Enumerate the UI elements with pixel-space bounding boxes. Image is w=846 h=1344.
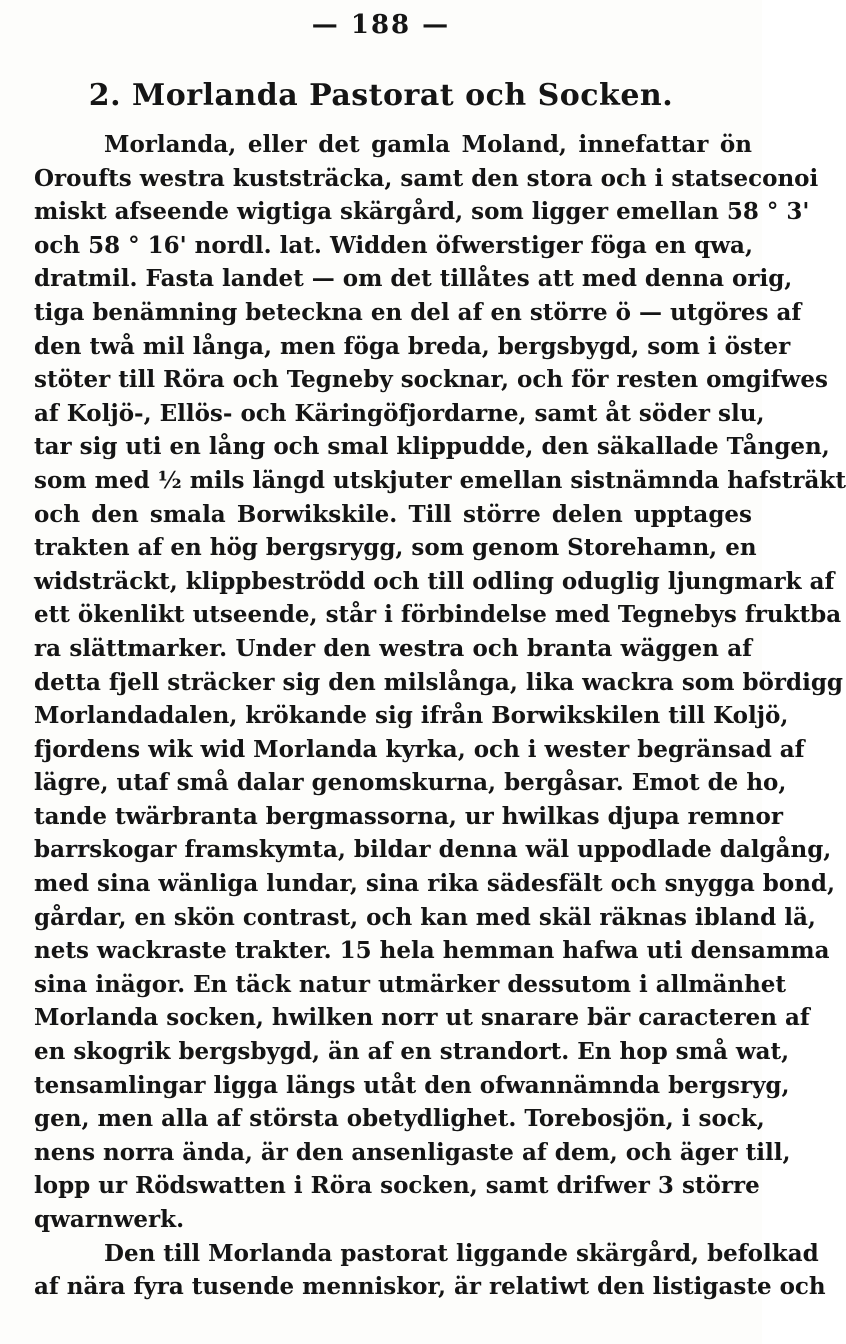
text-line: ett ökenlikt utseende, står i förbindelse med Tegnebys fruktba <box>34 601 842 629</box>
text-line: tar sig uti en lång och smal klippudde, den säkallade Tången, <box>34 433 830 461</box>
text-line: barrskogar framskymta, bildar denna wäl uppodlade dalgång, <box>34 836 832 864</box>
section-heading: 2. Morlanda Pastorat och Socken. <box>88 78 674 113</box>
text-line: och den smala Borwikskile. Till större delen upptages <box>34 500 752 528</box>
text-line: Morlanda socken, hwilken norr ut snarare bär caracteren af <box>34 1004 810 1032</box>
text-line: Oroufts westra kuststräcka, samt den stora och i statseconoi <box>34 164 819 192</box>
text-line: stöter till Röra och Tegneby socknar, och för resten omgifwes <box>34 366 828 394</box>
text-line: den twå mil långa, men föga breda, bergsbygd, som i öster <box>34 332 791 360</box>
body-text <box>34 128 846 1304</box>
text-line: widsträckt, klippbeströdd och till odling oduglig ljungmark af <box>34 567 835 595</box>
text-line: detta fjell sträcker sig den milslånga, lika wackra som bördigg <box>34 668 843 696</box>
text-line: dratmil. Fasta landet — om det tillåtes att med denna orig, <box>34 265 793 293</box>
text-line: af nära fyra tusende menniskor, är relatiwt den listigaste och <box>34 1273 826 1301</box>
text-line: nens norra ända, är den ansenligaste af dem, och äger till, <box>34 1138 791 1166</box>
text-line: Den till Morlanda pastorat liggande skärgård, befolkad <box>104 1239 819 1267</box>
text-line: med sina wänliga lundar, sina rika sädesfält och snygga bond, <box>34 870 836 898</box>
text-line: en skogrik bergsbygd, än af en strandort. En hop små wat, <box>34 1038 790 1066</box>
text-line: lopp ur Rödswatten i Röra socken, samt drifwer 3 större <box>34 1172 760 1200</box>
text-line: gen, men alla af största obetydlighet. Torebosjön, i sock, <box>34 1105 765 1133</box>
text-line: af Koljö-, Ellös- och Käringöfjordarne, samt åt söder slu, <box>34 399 765 427</box>
text-line: Morlanda, eller det gamla Moland, innefattar ön <box>104 131 752 158</box>
text-line: som med ½ mils längd utskjuter emellan sistnämnda hafsträkt <box>34 466 846 494</box>
text-line: lägre, utaf små dalar genomskurna, bergåsar. Emot de ho, <box>34 769 787 797</box>
text-line: nets wackraste trakter. 15 hela hemman hafwa uti densamma <box>34 937 830 965</box>
text-line: Morlandadalen, krökande sig ifrån Borwikskilen till Koljö, <box>34 702 789 730</box>
text-line: tiga benämning beteckna en del af en större ö — utgöres af <box>34 298 802 326</box>
text-line: fjordens wik wid Morlanda kyrka, och i wester begränsad af <box>34 735 805 763</box>
page-number: — 188 — <box>311 10 451 40</box>
text-line: qwarnwerk. <box>34 1206 185 1233</box>
text-line: sina inägor. En täck natur utmärker dessutom i allmänhet <box>34 970 787 998</box>
text-line: tensamlingar ligga längs utåt den ofwannämnda bergsryg, <box>34 1071 790 1099</box>
text-line: ra slättmarker. Under den westra och branta wäggen af <box>34 634 752 662</box>
text-line: tande twärbranta bergmassorna, ur hwilkas djupa remnor <box>34 802 783 830</box>
text-line: och 58 ° 16' nordl. lat. Widden öfwerstiger föga en qwa, <box>34 231 753 259</box>
text-line: gårdar, en skön contrast, och kan med skäl räknas ibland lä, <box>34 903 816 931</box>
text-line: miskt afseende wigtiga skärgård, som ligger emellan 58 ° 3' <box>34 198 810 226</box>
text-line: trakten af en hög bergsrygg, som genom Storehamn, en <box>34 534 757 562</box>
